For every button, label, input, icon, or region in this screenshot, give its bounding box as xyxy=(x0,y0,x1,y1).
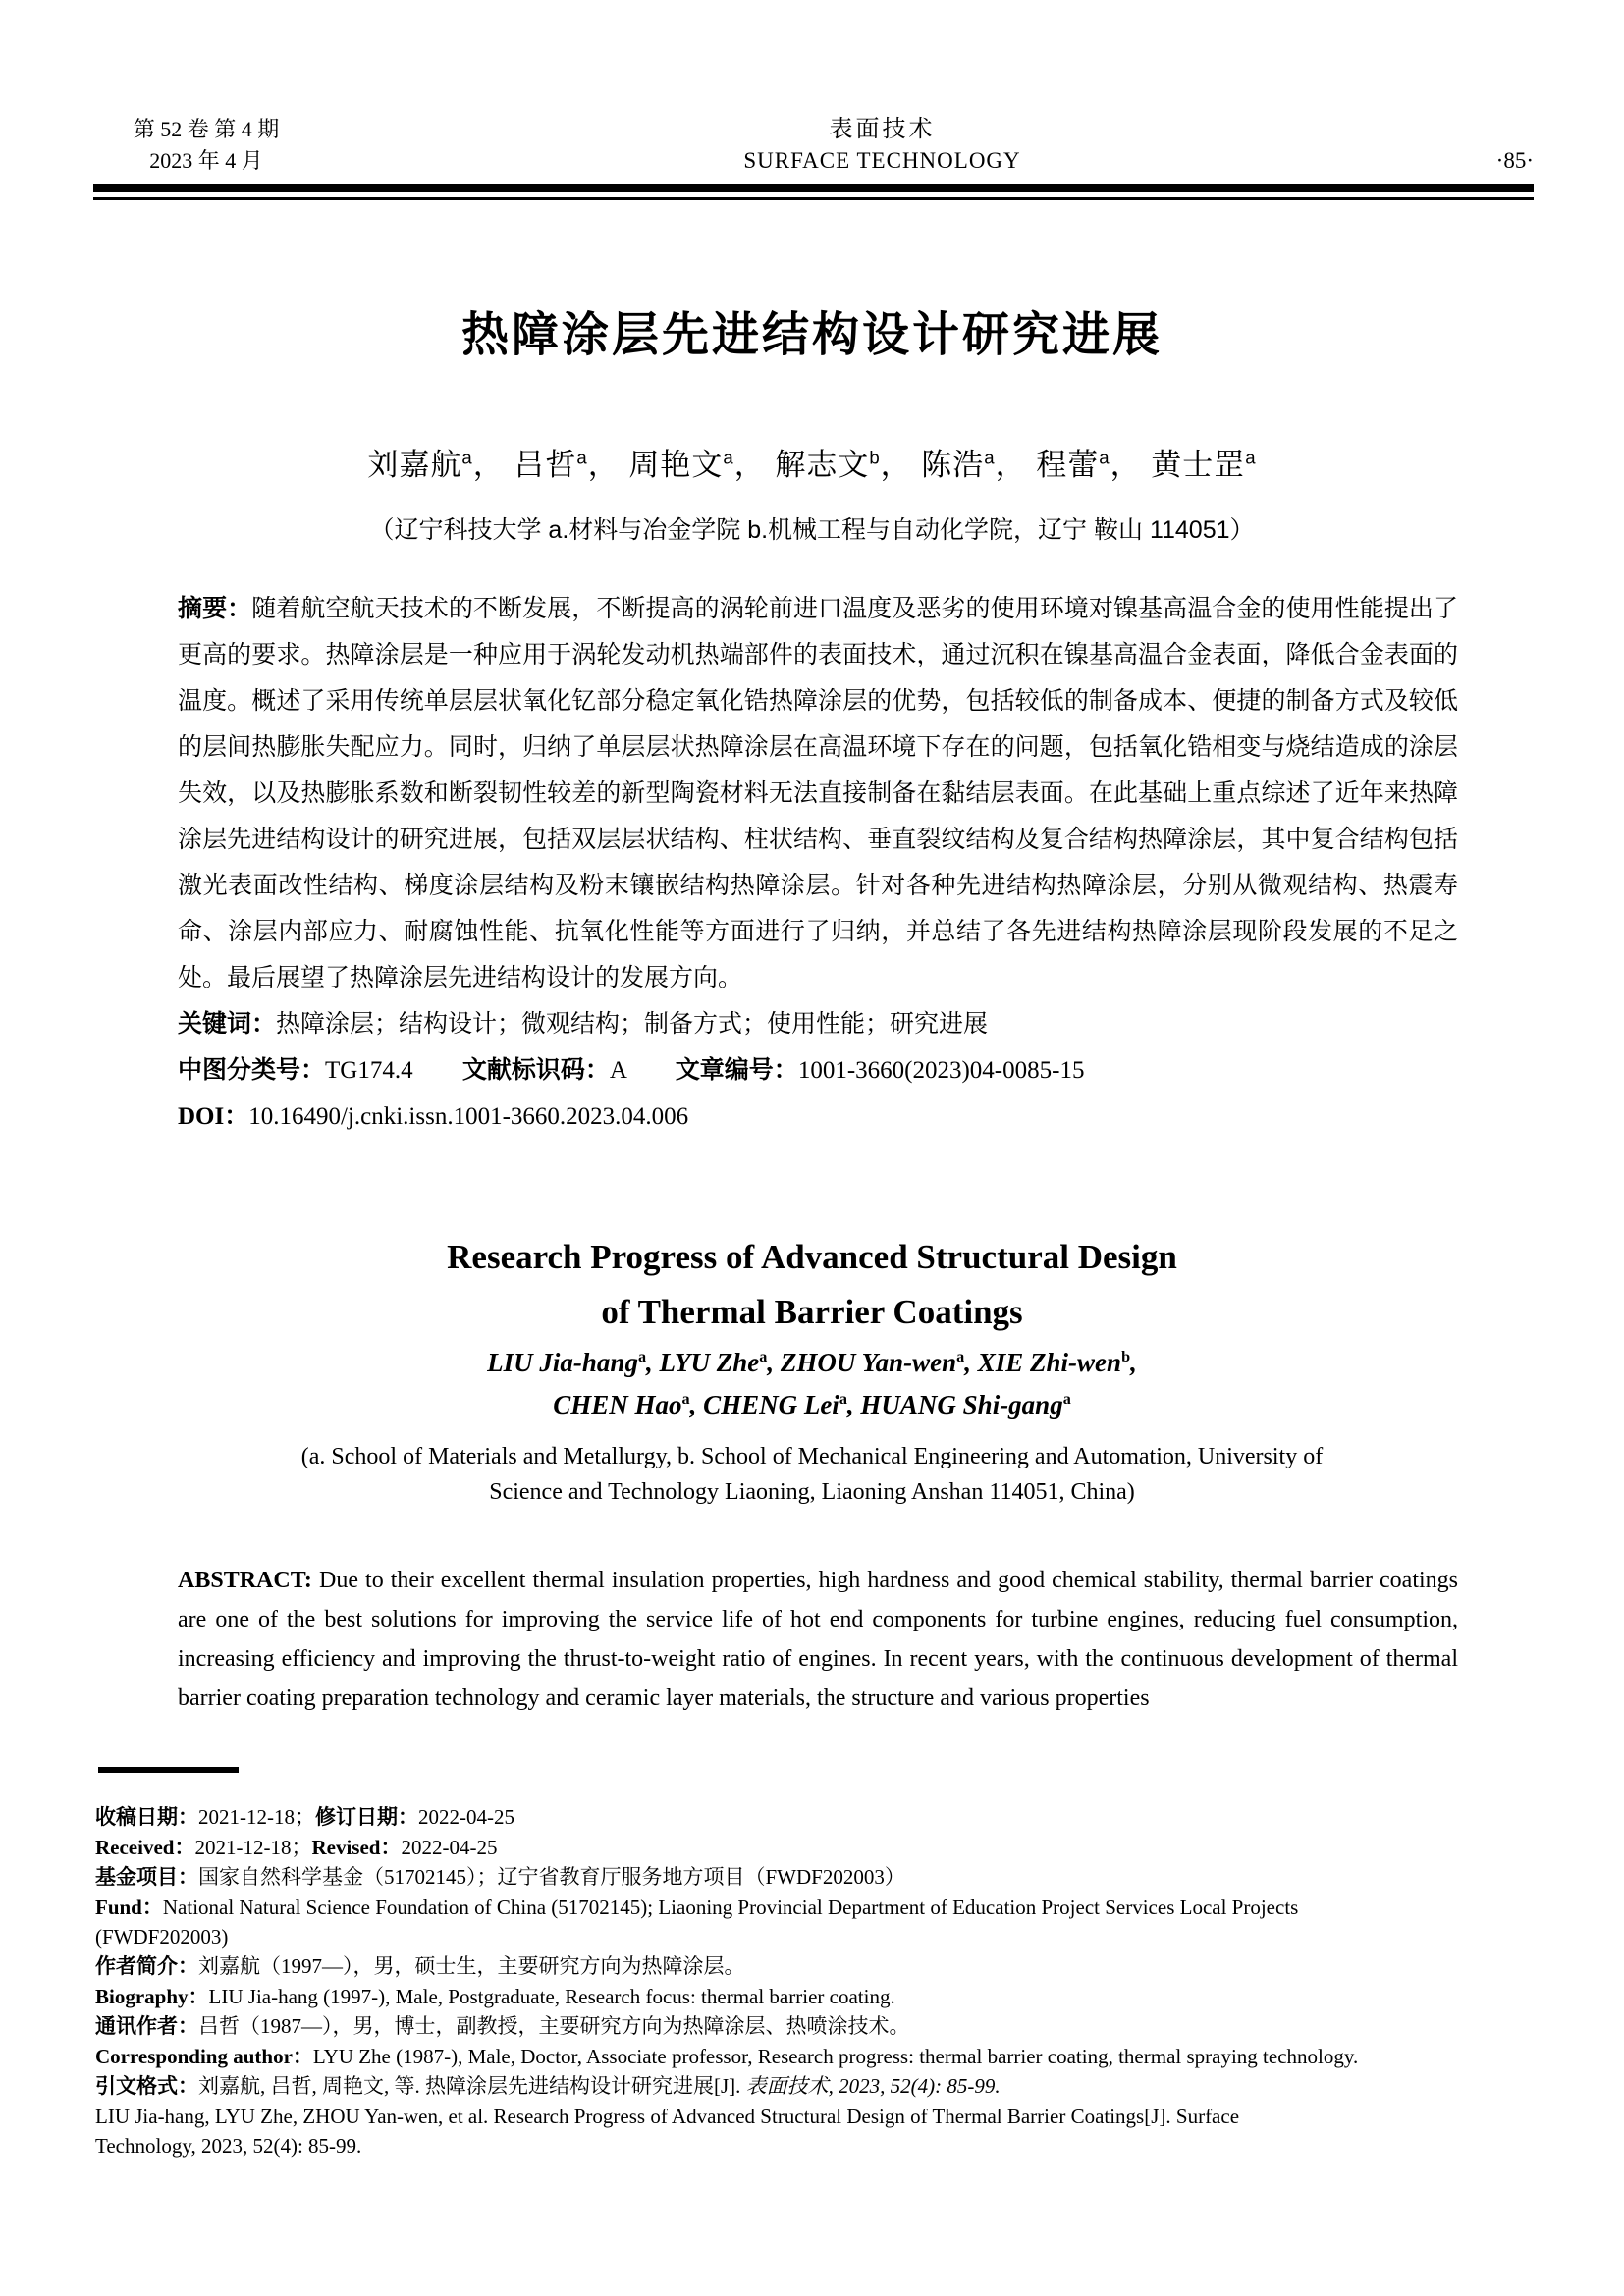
authors-cn xyxy=(0,444,1624,487)
article-id-label: 文章编号： xyxy=(675,1056,798,1084)
affiliation-en-line2: Science and Technology Liaoning, Liaoning Anshan 114051, China) xyxy=(489,1479,1135,1505)
doi-line xyxy=(178,1094,1458,1140)
author-affil-sup: b xyxy=(869,447,881,468)
footnote-corresponding-cn: 通讯作者：吕哲（1987—），男，博士，副教授，主要研究方向为热障涂层、热喷涂技术。 xyxy=(95,2014,910,2038)
author-en: LIU Jia-hang$^a$, xyxy=(487,1348,660,1377)
author-cn: 陈浩$^a$， xyxy=(921,447,1027,482)
author-affil-sup: a xyxy=(839,1390,847,1408)
keywords-text-cn: 热障涂层；结构设计；微观结构；制备方式；使用性能；研究进展 xyxy=(276,1011,989,1038)
doc-code: A xyxy=(609,1057,626,1084)
abstract-en xyxy=(178,1561,1458,1718)
footnote-fund-en: Fund：National Natural Science Foundation of China (51702145); Liaoning Provincial Department of Education Project Services Local Projects xyxy=(95,1896,1299,1919)
authors-en xyxy=(0,1342,1624,1426)
author-affil-sup: a xyxy=(1062,1390,1071,1408)
author-cn: 刘嘉航$^a$， xyxy=(367,447,505,482)
author-affil-sup: a xyxy=(461,447,473,468)
footnote-received-en: Received：2021-12-18；Revised：2022-04-25 xyxy=(95,1836,498,1859)
footnote-rule xyxy=(98,1767,239,1773)
abstract-text-cn: 随着航空航天技术的不断发展，不断提高的涡轮前进口温度及恶劣的使用环境对镍基高温合金的使用性能提出了更高的要求。热障涂层是一种应用于涡轮发动机热端部件的表面技术，通过沉积在镍基高温合金表面，降低合金表面的温度。概述了采用传统单层层状氧化钇部分稳定氧化锆热障涂层的优势，包括较低的制备成本、便捷的制备方式及较低的层间热膨胀失配应力。同时，归纳了单层层状热障涂层在高温环境下存在的问题，包括氧化锆相变与烧结造成的涂层失效，以及热膨胀系数和断裂韧性较差的新型陶瓷材料无法直接制备在黏结层表面。在此基础上重点综述了近年来热障涂层先进结构设计的研究进展，包括双层层状结构、柱状结构、垂直裂纹结构及复合结构热障涂层，其中复合结构包括激光表面改性结构、梯度涂层结构及粉末镶嵌结构热障涂层。针对各种先进结构热障涂层，分别从微观结构、热震寿命、涂层内部应力、耐腐蚀性能、抗氧化性能等方面进行了归纳，并总结了各先进结构热障涂层现阶段发展的不足之处。最后展望了热障涂层先进结构设计的发展方向。 xyxy=(178,596,1458,991)
clc-label: 中图分类号： xyxy=(178,1056,326,1084)
affiliation-cn: （辽宁科技大学 a.材料与冶金学院 b.机械工程与自动化学院，辽宁 鞍山 114051） xyxy=(369,516,1255,544)
footnote-biography-cn: 作者简介：刘嘉航（1997—），男，硕士生，主要研究方向为热障涂层。 xyxy=(95,1954,745,1978)
author-cn: 周艳文$^a$， xyxy=(628,447,766,482)
clc-number: TG174.4 xyxy=(325,1057,413,1084)
issue-date: 2023 年 4 月 xyxy=(149,148,263,173)
authors-en-line2 xyxy=(0,1384,1624,1426)
abstract-text-en: Due to their excellent thermal insulation properties, high hardness and good chemical stability, thermal barrier coatings are one of the best solutions for improving the service life of hot end components for turbine engines, reducing fuel consumption, increasing efficiency and improving the thrust-to-weight ratio of engines. In recent years, with the continuous development of thermal barrier coating preparation technology and ceramic layer materials, the structure and various properties xyxy=(178,1568,1458,1711)
keywords-cn xyxy=(178,1001,1458,1047)
doc-code-label: 文献标识码： xyxy=(461,1056,610,1084)
author-en: ZHOU Yan-wen$^a$, xyxy=(780,1348,978,1377)
doi-value: 10.16490/j.cnki.issn.1001-3660.2023.04.006 xyxy=(248,1103,689,1130)
header-issue-block xyxy=(93,114,319,177)
author-en: CHENG Lei$^a$, xyxy=(703,1390,861,1419)
abstract-block-cn xyxy=(178,586,1458,1140)
author-affil-sup: b xyxy=(1121,1348,1131,1365)
author-affil-sup: a xyxy=(984,447,996,468)
article-title-cn: 热障涂层先进结构设计研究进展 xyxy=(460,309,1163,361)
author-cn: 程蕾$^a$， xyxy=(1036,447,1142,482)
author-affil-sup: a xyxy=(681,1390,690,1408)
author-affil-sup: a xyxy=(637,1348,647,1365)
doi-label: DOI： xyxy=(178,1103,249,1130)
author-affil-sup: a xyxy=(1245,447,1257,468)
author-affil-sup: a xyxy=(723,447,734,468)
footnote-citation-en: LIU Jia-hang, LYU Zhe, ZHOU Yan-wen, et al. Research Progress of Advanced Structural Design of Thermal Barrier Coatings[J]. Surface xyxy=(95,2105,1240,2128)
abstract-label-en: ABSTRACT: xyxy=(178,1568,319,1593)
journal-name-cn: 表面技术 xyxy=(829,117,936,142)
footnote-citation-en-cont: Technology, 2023, 52(4): 85-99. xyxy=(95,2134,362,2158)
footnote-fund-en-cont: (FWDF202003) xyxy=(95,1925,229,1949)
author-affil-sup: a xyxy=(1099,447,1110,468)
article-title-en: Research Progress of Advanced Structural Design of Thermal Barrier Coatings xyxy=(447,1238,1177,1331)
article-id: 1001-3660(2023)04-0085-15 xyxy=(797,1057,1085,1084)
author-affil-sup: a xyxy=(759,1348,768,1365)
classification-line xyxy=(178,1047,1458,1094)
footnote-biography-en: Biography：LIU Jia-hang (1997-), Male, Postgraduate, Research focus: thermal barrier coating. xyxy=(95,1985,895,2008)
page-number: ·85· xyxy=(1495,148,1534,173)
footnote-corresponding-en: Corresponding author：LYU Zhe (1987-), Male, Doctor, Associate professor, Research progress: thermal barrier coating, thermal spraying technology. xyxy=(95,2045,1359,2068)
author-cn: 吕哲$^a$， xyxy=(514,447,620,482)
affiliation-en xyxy=(0,1439,1624,1510)
header-rule-thin xyxy=(93,197,1534,200)
author-affil-sup: a xyxy=(956,1348,965,1365)
footnote-fund-cn: 基金项目：国家自然科学基金（51702145）；辽宁省教育厅服务地方项目（FWDF202003） xyxy=(95,1865,905,1889)
author-cn: 解志文$^b$， xyxy=(775,447,912,482)
authors-en-line1 xyxy=(0,1342,1624,1384)
footnote-citation-cn: 引文格式：刘嘉航, 吕哲, 周艳文, 等. 热障涂层先进结构设计研究进展[J]. 表面技术, 2023, 52(4): 85-99. xyxy=(95,2074,1001,2098)
header-journal-block xyxy=(319,114,1445,177)
keywords-label-cn: 关键词： xyxy=(178,1010,277,1038)
footnote-received-cn: 收稿日期：2021-12-18；修订日期：2022-04-25 xyxy=(95,1805,514,1829)
author-cn: 黄士罡$^a$ xyxy=(1151,447,1257,482)
author-en: CHEN Hao$^a$, xyxy=(553,1390,704,1419)
abstract-label-cn: 摘要： xyxy=(178,595,252,622)
affiliation-en-line1: (a. School of Materials and Metallurgy, b. School of Mechanical Engineering and Automation, University of xyxy=(300,1444,1324,1469)
header-rule-thick xyxy=(93,184,1534,192)
page-header xyxy=(93,114,1534,177)
author-en: XIE Zhi-wen$^b$, xyxy=(977,1348,1137,1377)
journal-name-en: SURFACE TECHNOLOGY xyxy=(743,148,1021,173)
abstract-cn xyxy=(178,586,1458,1001)
author-en: LYU Zhe$^a$, xyxy=(659,1348,781,1377)
author-en: HUANG Shi-gang$^a$ xyxy=(860,1390,1071,1419)
author-affil-sup: a xyxy=(576,447,588,468)
volume-issue: 第 52 卷 第 4 期 xyxy=(133,117,280,141)
footnotes xyxy=(95,1802,1545,2161)
